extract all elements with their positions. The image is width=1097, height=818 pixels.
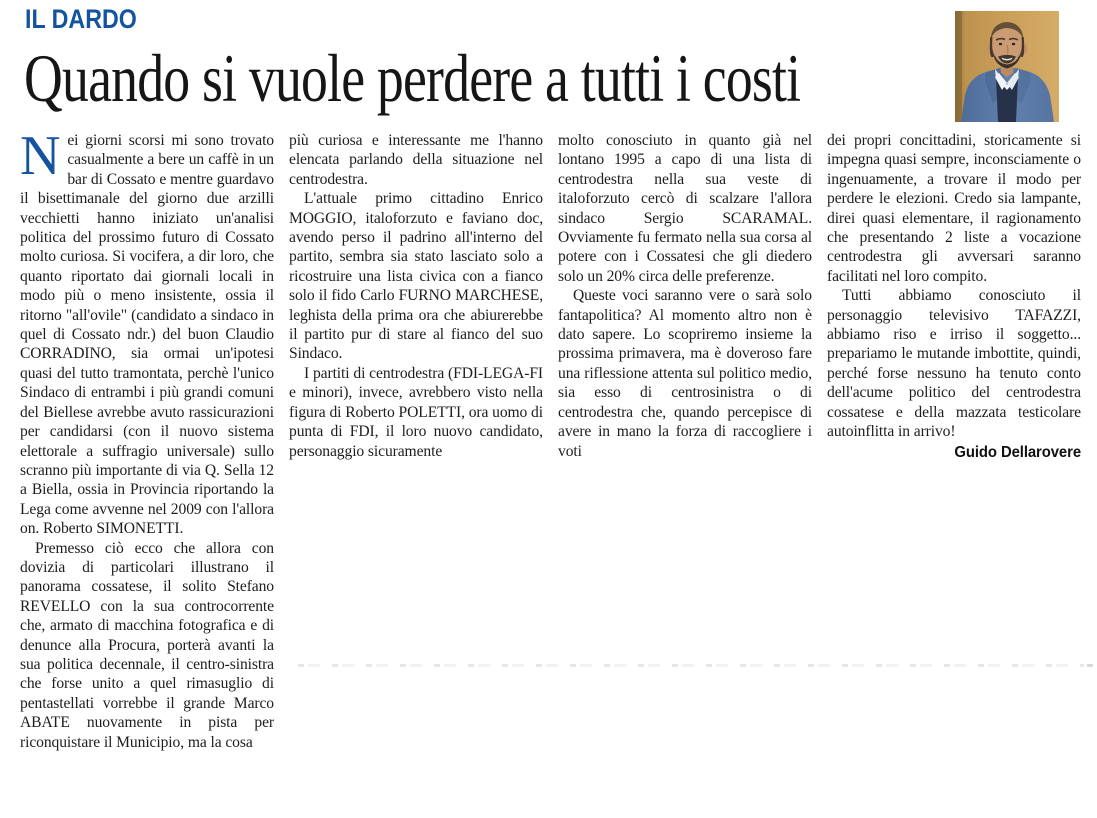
- paragraph: I partiti di centrodestra (FDI-LEGA-FI e minori), invece, avrebbero visto nella figura di Roberto POLETTI, ora uomo di punta di FDI, il loro nuovo candidato, personaggio sicuramente: [289, 364, 543, 460]
- article-column-1: [20, 125, 274, 752]
- paragraph: dei propri concittadini, storicamente si impegna quasi sempre, inconsciamente o ingenuamente, a trovare il modo per perdere le elezioni. Credo sia lampante, direi quasi elementare, il ragionamento che presentando 2 liste a vocazione centrodestra gli avversari saranno facilitati nel loro compito.: [827, 132, 1081, 285]
- bleed-through-text-artifact: [1087, 664, 1093, 667]
- article-column-2: [289, 131, 543, 461]
- paragraph: molto conosciuto in quanto già nel lontano 1995 a capo di una lista di centrodestra nella sua veste di italoforzuto cercò di scalzare l'allora sindaco Sergio SCARAMAL. Ovviamente fu fermato nella sua corsa al potere con i Cossatesi che gli diedero solo un 20% circa delle preferenze.: [558, 132, 812, 285]
- paragraph: più curiosa e interessante me l'hanno elencata parlando della situazione nel centrodestra.: [289, 132, 543, 188]
- author-byline: Guido Dellarovere: [954, 443, 1081, 461]
- article-column-4: [827, 131, 1081, 462]
- paragraph: L'attuale primo cittadino Enrico MOGGIO, italoforzuto e faviano doc, avendo perso il padrino all'interno del partito, sembra sia stato lasciato solo a ricostruire una lista civica con a fianco solo il fido Carlo FURNO MARCHESE, leghista della prima ora che abiurerebbe il partito pur di stare al fianco del suo Sindaco.: [289, 190, 543, 363]
- headline: Quando si vuole perdere a tutti i costi: [24, 40, 801, 116]
- paragraph: Nei giorni scorsi mi sono trovato casualmente a bere un caffè in un bar di Cossato e mentre guardavo il bisettimanale del giorno due arzilli vecchietti hanno iniziato un'analisi politica del prossimo futuro di Cossato molto curiosa. Si vocifera, a dir loro, che quanto riportato dai giornali locali in modo più o meno insistente, ossia il ritorno "all'ovile" (candidato a sindaco in quel di Cossato ndr.) del buon Claudio CORRADINO, sia ormai un'ipotesi quasi del tutto tramontata, perchè l'unico Sindaco di entrambi i più grandi comuni del Biellese avrebbe avuto rassicurazioni per candidarsi (con il nuovo sistema elettorale a suffragio universale) sullo scranno più importante di via Q. Sella 12 a Biella, ossia in Provincia riportando la Lega come avvenne nel 2009 con l'allora on. Roberto SIMONETTI.: [20, 125, 274, 538]
- author-photo: [955, 11, 1059, 122]
- article-column-3: [558, 131, 812, 461]
- kicker: IL DARDO: [25, 4, 137, 34]
- drop-cap: N: [20, 125, 61, 187]
- bleed-through-text-artifact: [298, 664, 1084, 667]
- article-body: [20, 125, 1082, 752]
- paragraph: Premesso ciò ecco che allora con dovizia di particolari illustrano il panorama cossatese, il solito Stefano REVELLO con la sua controcorrente che, armato di macchina fotografica e di denunce alla Procura, porterà avanti la sua politica decennale, il centro-sinistra che forse unito a quel rimasuglio di pentastellati vorrebbe il grande Marco ABATE nuovamente in pista per riconquistare il Municipio, ma la cosa: [20, 539, 274, 751]
- paragraph: Queste voci saranno vere o sarà solo fantapolitica? Al momento altro non è dato sapere. Lo scopriremo insieme la prossima primavera, ma è doveroso fare una riflessione attenta sul politico medio, sia esso di centrosinistra o di centrodestra che, quando percepisce di avere in mano la forza di raccogliere i voti: [558, 287, 812, 460]
- paragraph: Tutti abbiamo conosciuto il personaggio televisivo TAFAZZI, abbiamo riso e irriso il soggetto... prepariamo le mutande imbottite, quindi, perché forse nessuno ha tenuto conto dell'acume politico del centrodestra cossatese e della mazzata testicolare autoinflitta in arrivo!: [827, 287, 1081, 441]
